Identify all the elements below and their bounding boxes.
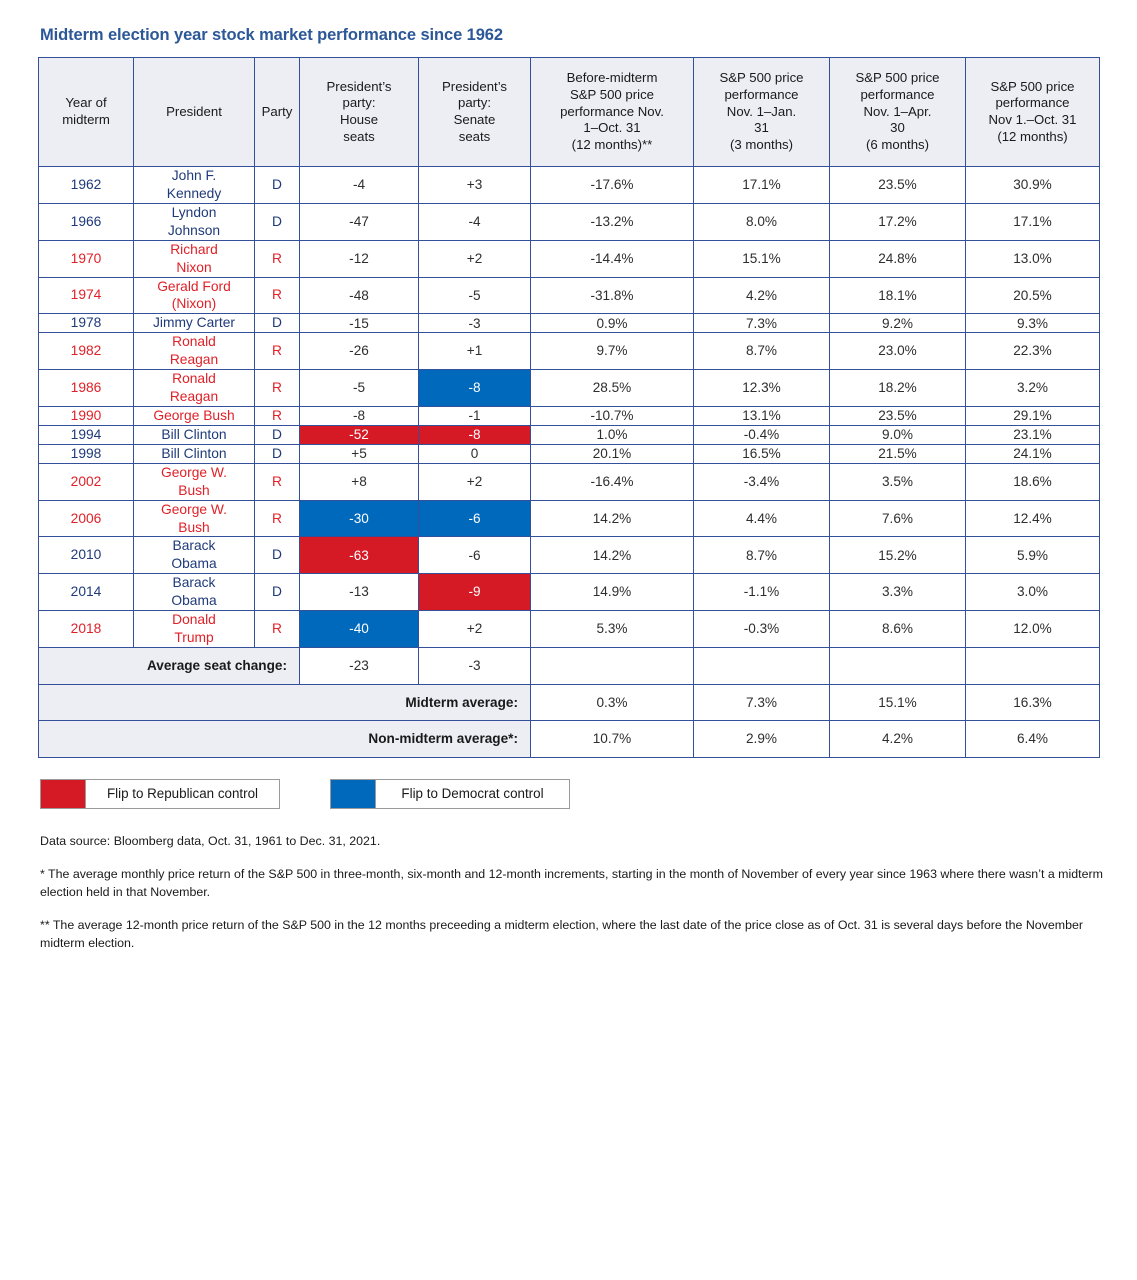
cell-before-midterm: 0.9% xyxy=(531,314,694,333)
summary-blank-6-month xyxy=(830,647,966,684)
column-header-1 xyxy=(134,58,255,167)
cell-party: D xyxy=(255,425,300,444)
summary-label-non-midterm-average: Non-midterm average*: xyxy=(39,721,531,758)
cell-senate-seats: 0 xyxy=(419,444,531,463)
cell-before-midterm: 14.9% xyxy=(531,574,694,611)
republican-swatch-icon xyxy=(41,780,86,808)
cell-senate-seats: -9 xyxy=(419,574,531,611)
cell-3-month: 12.3% xyxy=(694,370,830,407)
cell-12-month: 23.1% xyxy=(966,425,1100,444)
cell-house-seats: -4 xyxy=(300,167,419,204)
legend xyxy=(40,779,1100,809)
cell-3-month: -3.4% xyxy=(694,463,830,500)
cell-12-month: 24.1% xyxy=(966,444,1100,463)
table-row xyxy=(39,444,1100,463)
column-header-0 xyxy=(39,58,134,167)
cell-before-midterm: 14.2% xyxy=(531,537,694,574)
legend-label-democrat: Flip to Democrat control xyxy=(376,780,569,808)
cell-party: R xyxy=(255,406,300,425)
cell-12-month: 3.0% xyxy=(966,574,1100,611)
table-row xyxy=(39,406,1100,425)
table-row xyxy=(39,611,1100,648)
summary-blank-12-month xyxy=(966,647,1100,684)
cell-president: Donald Trump xyxy=(134,611,255,648)
summary-non-midterm-before: 10.7% xyxy=(531,721,694,758)
cell-senate-seats: +1 xyxy=(419,333,531,370)
legend-item-democrat xyxy=(330,779,570,809)
cell-president: Bill Clinton xyxy=(134,444,255,463)
summary-blank-3-month xyxy=(694,647,830,684)
cell-3-month: 8.0% xyxy=(694,203,830,240)
summary-midterm-12-month: 16.3% xyxy=(966,684,1100,721)
cell-house-seats: -63 xyxy=(300,537,419,574)
table-row xyxy=(39,537,1100,574)
legend-label-republican: Flip to Republican control xyxy=(86,780,279,808)
column-header-main: President’s party: Senate seats xyxy=(442,78,507,144)
cell-3-month: -0.4% xyxy=(694,425,830,444)
cell-6-month: 23.0% xyxy=(830,333,966,370)
table-row xyxy=(39,333,1100,370)
summary-non-midterm-12-month: 6.4% xyxy=(966,721,1100,758)
table-row xyxy=(39,500,1100,537)
cell-party: D xyxy=(255,203,300,240)
note-data-source: Data source: Bloomberg data, Oct. 31, 1961 to Dec. 31, 2021. xyxy=(40,833,381,848)
column-header-main: President xyxy=(166,103,222,119)
column-header-main: Before-midterm S&P 500 price performance Nov. 1–Oct. 31 xyxy=(560,70,664,136)
cell-senate-seats: -6 xyxy=(419,537,531,574)
column-header-3 xyxy=(300,58,419,167)
cell-party: D xyxy=(255,537,300,574)
cell-12-month: 18.6% xyxy=(966,463,1100,500)
cell-12-month: 5.9% xyxy=(966,537,1100,574)
summary-midterm-3-month: 7.3% xyxy=(694,684,830,721)
cell-before-midterm: 14.2% xyxy=(531,500,694,537)
cell-year: 1978 xyxy=(39,314,134,333)
cell-president: Richard Nixon xyxy=(134,240,255,277)
cell-president: John F. Kennedy xyxy=(134,167,255,204)
table-body xyxy=(39,167,1100,758)
cell-year: 1982 xyxy=(39,333,134,370)
table-row xyxy=(39,574,1100,611)
cell-12-month: 20.5% xyxy=(966,277,1100,314)
column-header-2 xyxy=(255,58,300,167)
cell-3-month: 15.1% xyxy=(694,240,830,277)
cell-senate-seats: -5 xyxy=(419,277,531,314)
cell-12-month: 13.0% xyxy=(966,240,1100,277)
cell-6-month: 8.6% xyxy=(830,611,966,648)
cell-house-seats: -26 xyxy=(300,333,419,370)
cell-senate-seats: +2 xyxy=(419,240,531,277)
cell-year: 2010 xyxy=(39,537,134,574)
cell-6-month: 21.5% xyxy=(830,444,966,463)
cell-senate-seats: -8 xyxy=(419,425,531,444)
cell-house-seats: +5 xyxy=(300,444,419,463)
cell-3-month: 17.1% xyxy=(694,167,830,204)
table-row xyxy=(39,277,1100,314)
cell-president: Barack Obama xyxy=(134,574,255,611)
cell-before-midterm: -10.7% xyxy=(531,406,694,425)
cell-president: Bill Clinton xyxy=(134,425,255,444)
column-header-main: Year of midterm xyxy=(62,95,110,127)
cell-senate-seats: -8 xyxy=(419,370,531,407)
cell-president: Lyndon Johnson xyxy=(134,203,255,240)
summary-label-avg-seat-change: Average seat change: xyxy=(39,647,300,684)
column-header-main: President’s party: House seats xyxy=(326,78,392,144)
table-row xyxy=(39,240,1100,277)
summary-row-midterm-average xyxy=(39,684,1100,721)
cell-before-midterm: 1.0% xyxy=(531,425,694,444)
cell-house-seats: -40 xyxy=(300,611,419,648)
cell-year: 1986 xyxy=(39,370,134,407)
cell-senate-seats: +2 xyxy=(419,611,531,648)
cell-6-month: 23.5% xyxy=(830,406,966,425)
cell-president: George W. Bush xyxy=(134,500,255,537)
column-header-6 xyxy=(694,58,830,167)
table-row xyxy=(39,314,1100,333)
summary-midterm-before: 0.3% xyxy=(531,684,694,721)
cell-house-seats: -5 xyxy=(300,370,419,407)
cell-party: R xyxy=(255,370,300,407)
cell-president: Gerald Ford (Nixon) xyxy=(134,277,255,314)
cell-6-month: 18.1% xyxy=(830,277,966,314)
cell-house-seats: +8 xyxy=(300,463,419,500)
cell-party: D xyxy=(255,444,300,463)
cell-senate-seats: +3 xyxy=(419,167,531,204)
cell-6-month: 9.2% xyxy=(830,314,966,333)
cell-year: 2006 xyxy=(39,500,134,537)
cell-6-month: 24.8% xyxy=(830,240,966,277)
cell-party: D xyxy=(255,314,300,333)
cell-12-month: 12.0% xyxy=(966,611,1100,648)
cell-party: R xyxy=(255,333,300,370)
cell-6-month: 3.5% xyxy=(830,463,966,500)
cell-house-seats: -52 xyxy=(300,425,419,444)
cell-senate-seats: +2 xyxy=(419,463,531,500)
table-row xyxy=(39,463,1100,500)
header-row xyxy=(39,58,1100,167)
cell-president: George W. Bush xyxy=(134,463,255,500)
cell-year: 1974 xyxy=(39,277,134,314)
cell-house-seats: -12 xyxy=(300,240,419,277)
cell-year: 2002 xyxy=(39,463,134,500)
cell-senate-seats: -3 xyxy=(419,314,531,333)
summary-non-midterm-3-month: 2.9% xyxy=(694,721,830,758)
cell-before-midterm: 28.5% xyxy=(531,370,694,407)
cell-president: Barack Obama xyxy=(134,537,255,574)
cell-12-month: 12.4% xyxy=(966,500,1100,537)
column-header-sub: (6 months) xyxy=(865,136,930,152)
cell-party: R xyxy=(255,277,300,314)
table-row xyxy=(39,425,1100,444)
cell-house-seats: -30 xyxy=(300,500,419,537)
cell-house-seats: -48 xyxy=(300,277,419,314)
cell-year: 1990 xyxy=(39,406,134,425)
column-header-sub: (3 months) xyxy=(729,136,794,152)
cell-party: R xyxy=(255,240,300,277)
cell-12-month: 29.1% xyxy=(966,406,1100,425)
cell-house-seats: -13 xyxy=(300,574,419,611)
footnotes xyxy=(40,833,1103,953)
cell-senate-seats: -4 xyxy=(419,203,531,240)
column-header-4 xyxy=(419,58,531,167)
cell-party: R xyxy=(255,463,300,500)
cell-president: Jimmy Carter xyxy=(134,314,255,333)
column-header-main: Party xyxy=(261,103,293,119)
democrat-swatch-icon xyxy=(331,780,376,808)
cell-3-month: -0.3% xyxy=(694,611,830,648)
summary-row-avg-seat-change xyxy=(39,647,1100,684)
cell-before-midterm: 5.3% xyxy=(531,611,694,648)
summary-midterm-6-month: 15.1% xyxy=(830,684,966,721)
cell-year: 2014 xyxy=(39,574,134,611)
cell-3-month: 8.7% xyxy=(694,333,830,370)
cell-3-month: 7.3% xyxy=(694,314,830,333)
cell-before-midterm: 9.7% xyxy=(531,333,694,370)
summary-row-non-midterm-average xyxy=(39,721,1100,758)
column-header-main: S&P 500 price performance Nov. 1–Apr. 30 xyxy=(855,70,940,136)
cell-senate-seats: -1 xyxy=(419,406,531,425)
cell-3-month: 8.7% xyxy=(694,537,830,574)
table-header xyxy=(39,58,1100,167)
cell-6-month: 15.2% xyxy=(830,537,966,574)
table-row xyxy=(39,370,1100,407)
cell-12-month: 17.1% xyxy=(966,203,1100,240)
column-header-main: S&P 500 price performance Nov. 1–Jan. 31 xyxy=(719,70,804,136)
cell-president: George Bush xyxy=(134,406,255,425)
cell-12-month: 3.2% xyxy=(966,370,1100,407)
summary-label-midterm-average: Midterm average: xyxy=(39,684,531,721)
summary-value-house: -23 xyxy=(300,647,419,684)
cell-12-month: 30.9% xyxy=(966,167,1100,204)
cell-year: 1970 xyxy=(39,240,134,277)
cell-6-month: 23.5% xyxy=(830,167,966,204)
cell-president: Ronald Reagan xyxy=(134,333,255,370)
cell-house-seats: -8 xyxy=(300,406,419,425)
cell-3-month: 4.4% xyxy=(694,500,830,537)
midterm-performance-table xyxy=(38,57,1100,758)
summary-blank-before xyxy=(531,647,694,684)
summary-non-midterm-6-month: 4.2% xyxy=(830,721,966,758)
cell-before-midterm: 20.1% xyxy=(531,444,694,463)
table-row xyxy=(39,167,1100,204)
cell-house-seats: -47 xyxy=(300,203,419,240)
cell-year: 2018 xyxy=(39,611,134,648)
cell-before-midterm: -14.4% xyxy=(531,240,694,277)
cell-party: R xyxy=(255,500,300,537)
column-header-7 xyxy=(830,58,966,167)
cell-6-month: 18.2% xyxy=(830,370,966,407)
note-double-star: ** The average 12-month price return of the S&P 500 in the 12 months preceeding a midterm election, where the last date of the price close as of Oct. 31 is several days before the November midterm election. xyxy=(40,917,1083,950)
note-single-star: * The average monthly price return of the S&P 500 in three-month, six-month and 12-month increments, starting in the month of November of every year since 1963 where there wasn’t a midterm election held in that November. xyxy=(40,866,1103,899)
cell-12-month: 22.3% xyxy=(966,333,1100,370)
column-header-sub: (12 months) xyxy=(997,128,1068,144)
cell-year: 1998 xyxy=(39,444,134,463)
column-header-8 xyxy=(966,58,1100,167)
cell-before-midterm: -16.4% xyxy=(531,463,694,500)
cell-3-month: 13.1% xyxy=(694,406,830,425)
cell-senate-seats: -6 xyxy=(419,500,531,537)
cell-before-midterm: -31.8% xyxy=(531,277,694,314)
cell-12-month: 9.3% xyxy=(966,314,1100,333)
cell-6-month: 9.0% xyxy=(830,425,966,444)
cell-party: R xyxy=(255,611,300,648)
cell-6-month: 3.3% xyxy=(830,574,966,611)
column-header-5 xyxy=(531,58,694,167)
table-row xyxy=(39,203,1100,240)
summary-value-senate: -3 xyxy=(419,647,531,684)
cell-before-midterm: -13.2% xyxy=(531,203,694,240)
cell-year: 1966 xyxy=(39,203,134,240)
cell-president: Ronald Reagan xyxy=(134,370,255,407)
cell-6-month: 7.6% xyxy=(830,500,966,537)
cell-party: D xyxy=(255,574,300,611)
column-header-sub: (12 months)** xyxy=(571,136,653,152)
cell-6-month: 17.2% xyxy=(830,203,966,240)
page-title: Midterm election year stock market performance since 1962 xyxy=(40,26,503,44)
cell-3-month: 4.2% xyxy=(694,277,830,314)
cell-3-month: 16.5% xyxy=(694,444,830,463)
cell-3-month: -1.1% xyxy=(694,574,830,611)
cell-before-midterm: -17.6% xyxy=(531,167,694,204)
cell-year: 1994 xyxy=(39,425,134,444)
cell-house-seats: -15 xyxy=(300,314,419,333)
column-header-main: S&P 500 price performance Nov 1.–Oct. 31 xyxy=(988,78,1077,127)
legend-item-republican xyxy=(40,779,280,809)
cell-party: D xyxy=(255,167,300,204)
cell-year: 1962 xyxy=(39,167,134,204)
